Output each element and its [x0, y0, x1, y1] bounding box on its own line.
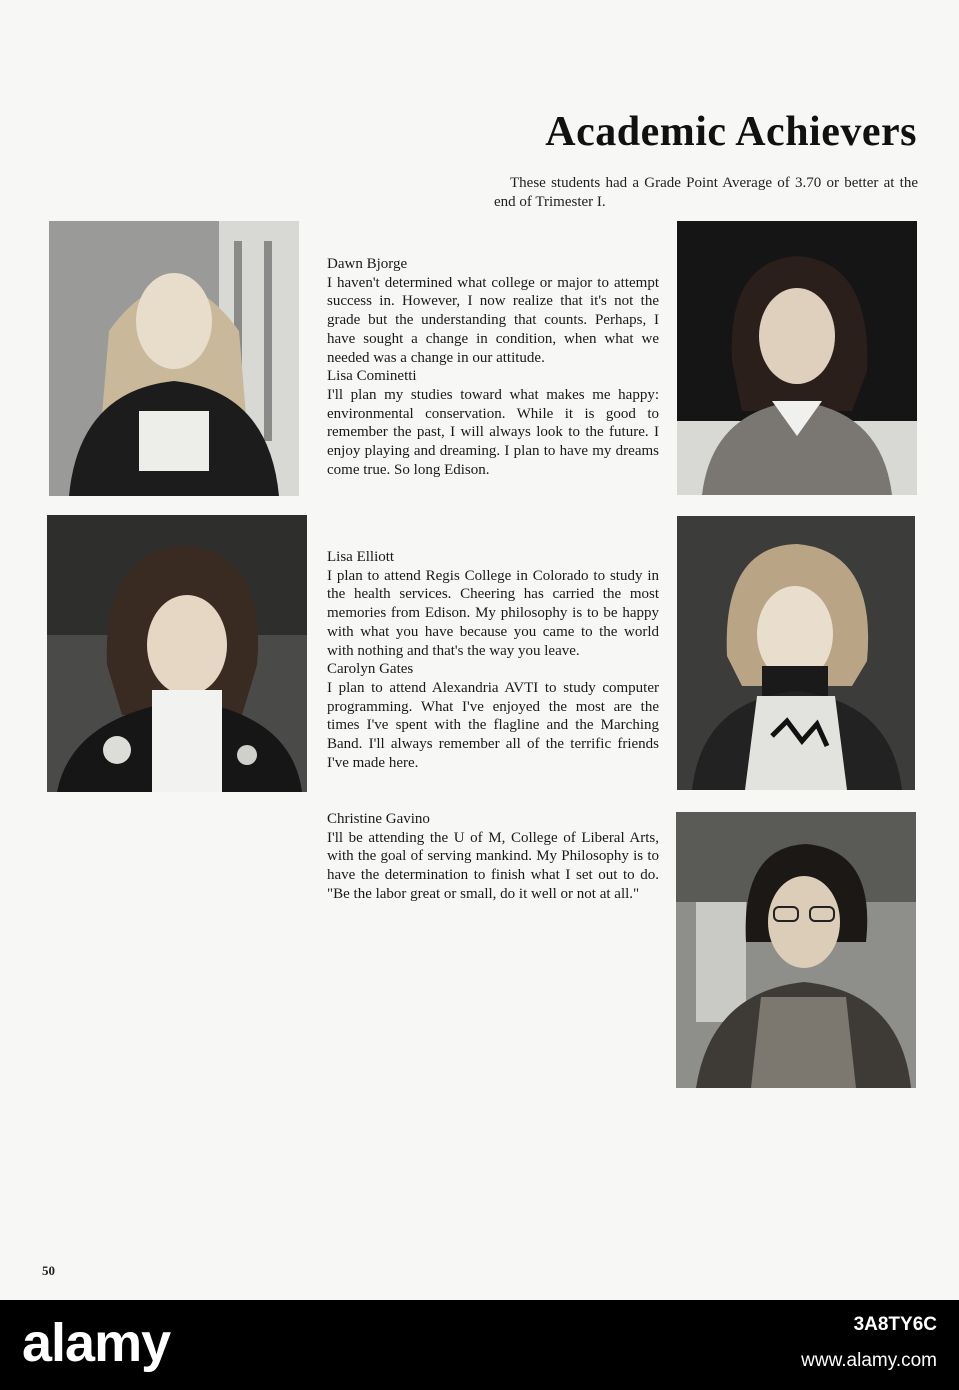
photo-lisa-elliott [47, 515, 307, 792]
photo-christine-gavino [676, 812, 916, 1088]
student-name: Carolyn Gates [327, 661, 414, 678]
student-name: Dawn Bjorge [327, 256, 408, 272]
watermark-footer [0, 1300, 959, 1390]
student-name: Christine Gavino [327, 811, 430, 827]
bio-block-1 [327, 255, 659, 479]
student-statement: I plan to attend Regis College in Colorado to study in the health services. Cheering has carried the most memories from Edison. My philosophy is to be happy with what you have because you came to the world with nothing and that's the way you leave. [327, 567, 659, 659]
bio-block-2 [327, 548, 659, 772]
image-id: 3A8TY6C [853, 1314, 937, 1335]
student-statement: I'll be attending the U of M, College of Liberal Arts, with the goal of serving mankind. My Philosophy is to have the determination to finish what I set out to do. "Be the labor great or small, do it well or not at all." [327, 829, 659, 902]
student-name: Lisa Elliott [327, 549, 395, 565]
student-statement: I haven't determined what college or major to attempt success in. However, I now realize that it's not the grade but the understanding that counts. Perhaps, I have sought a change in condition, when what we needed was a change in our attitude. [327, 274, 659, 366]
photo-dawn-bjorge [49, 221, 299, 496]
brand-logo: alamy [22, 1313, 171, 1373]
photo-carolyn-gates [677, 516, 915, 790]
page-subtitle: These students had a Grade Point Average of 3.70 or better at the end of Trimester I. [494, 175, 918, 210]
page-title: Academic Achievers [545, 109, 917, 155]
photo-lisa-cominetti [677, 221, 917, 495]
student-statement: I plan to attend Alexandria AVTI to study computer programming. What I've enjoyed the most are the times I've spent with the flagline and the Marching Band. I'll always remember all of the terrific friends I've made here. [327, 679, 659, 771]
source-url: www.alamy.com [801, 1350, 937, 1371]
student-name: Lisa Cominetti [327, 368, 417, 385]
student-statement: I'll plan my studies toward what makes me happy: environmental conservation. While it is good to remember the past, I will always look to the future. I enjoy playing and dreaming. I plan to have my dreams come true. So long Edison. [327, 386, 659, 478]
page-number: 50 [42, 1263, 55, 1278]
bio-block-3 [327, 810, 659, 904]
